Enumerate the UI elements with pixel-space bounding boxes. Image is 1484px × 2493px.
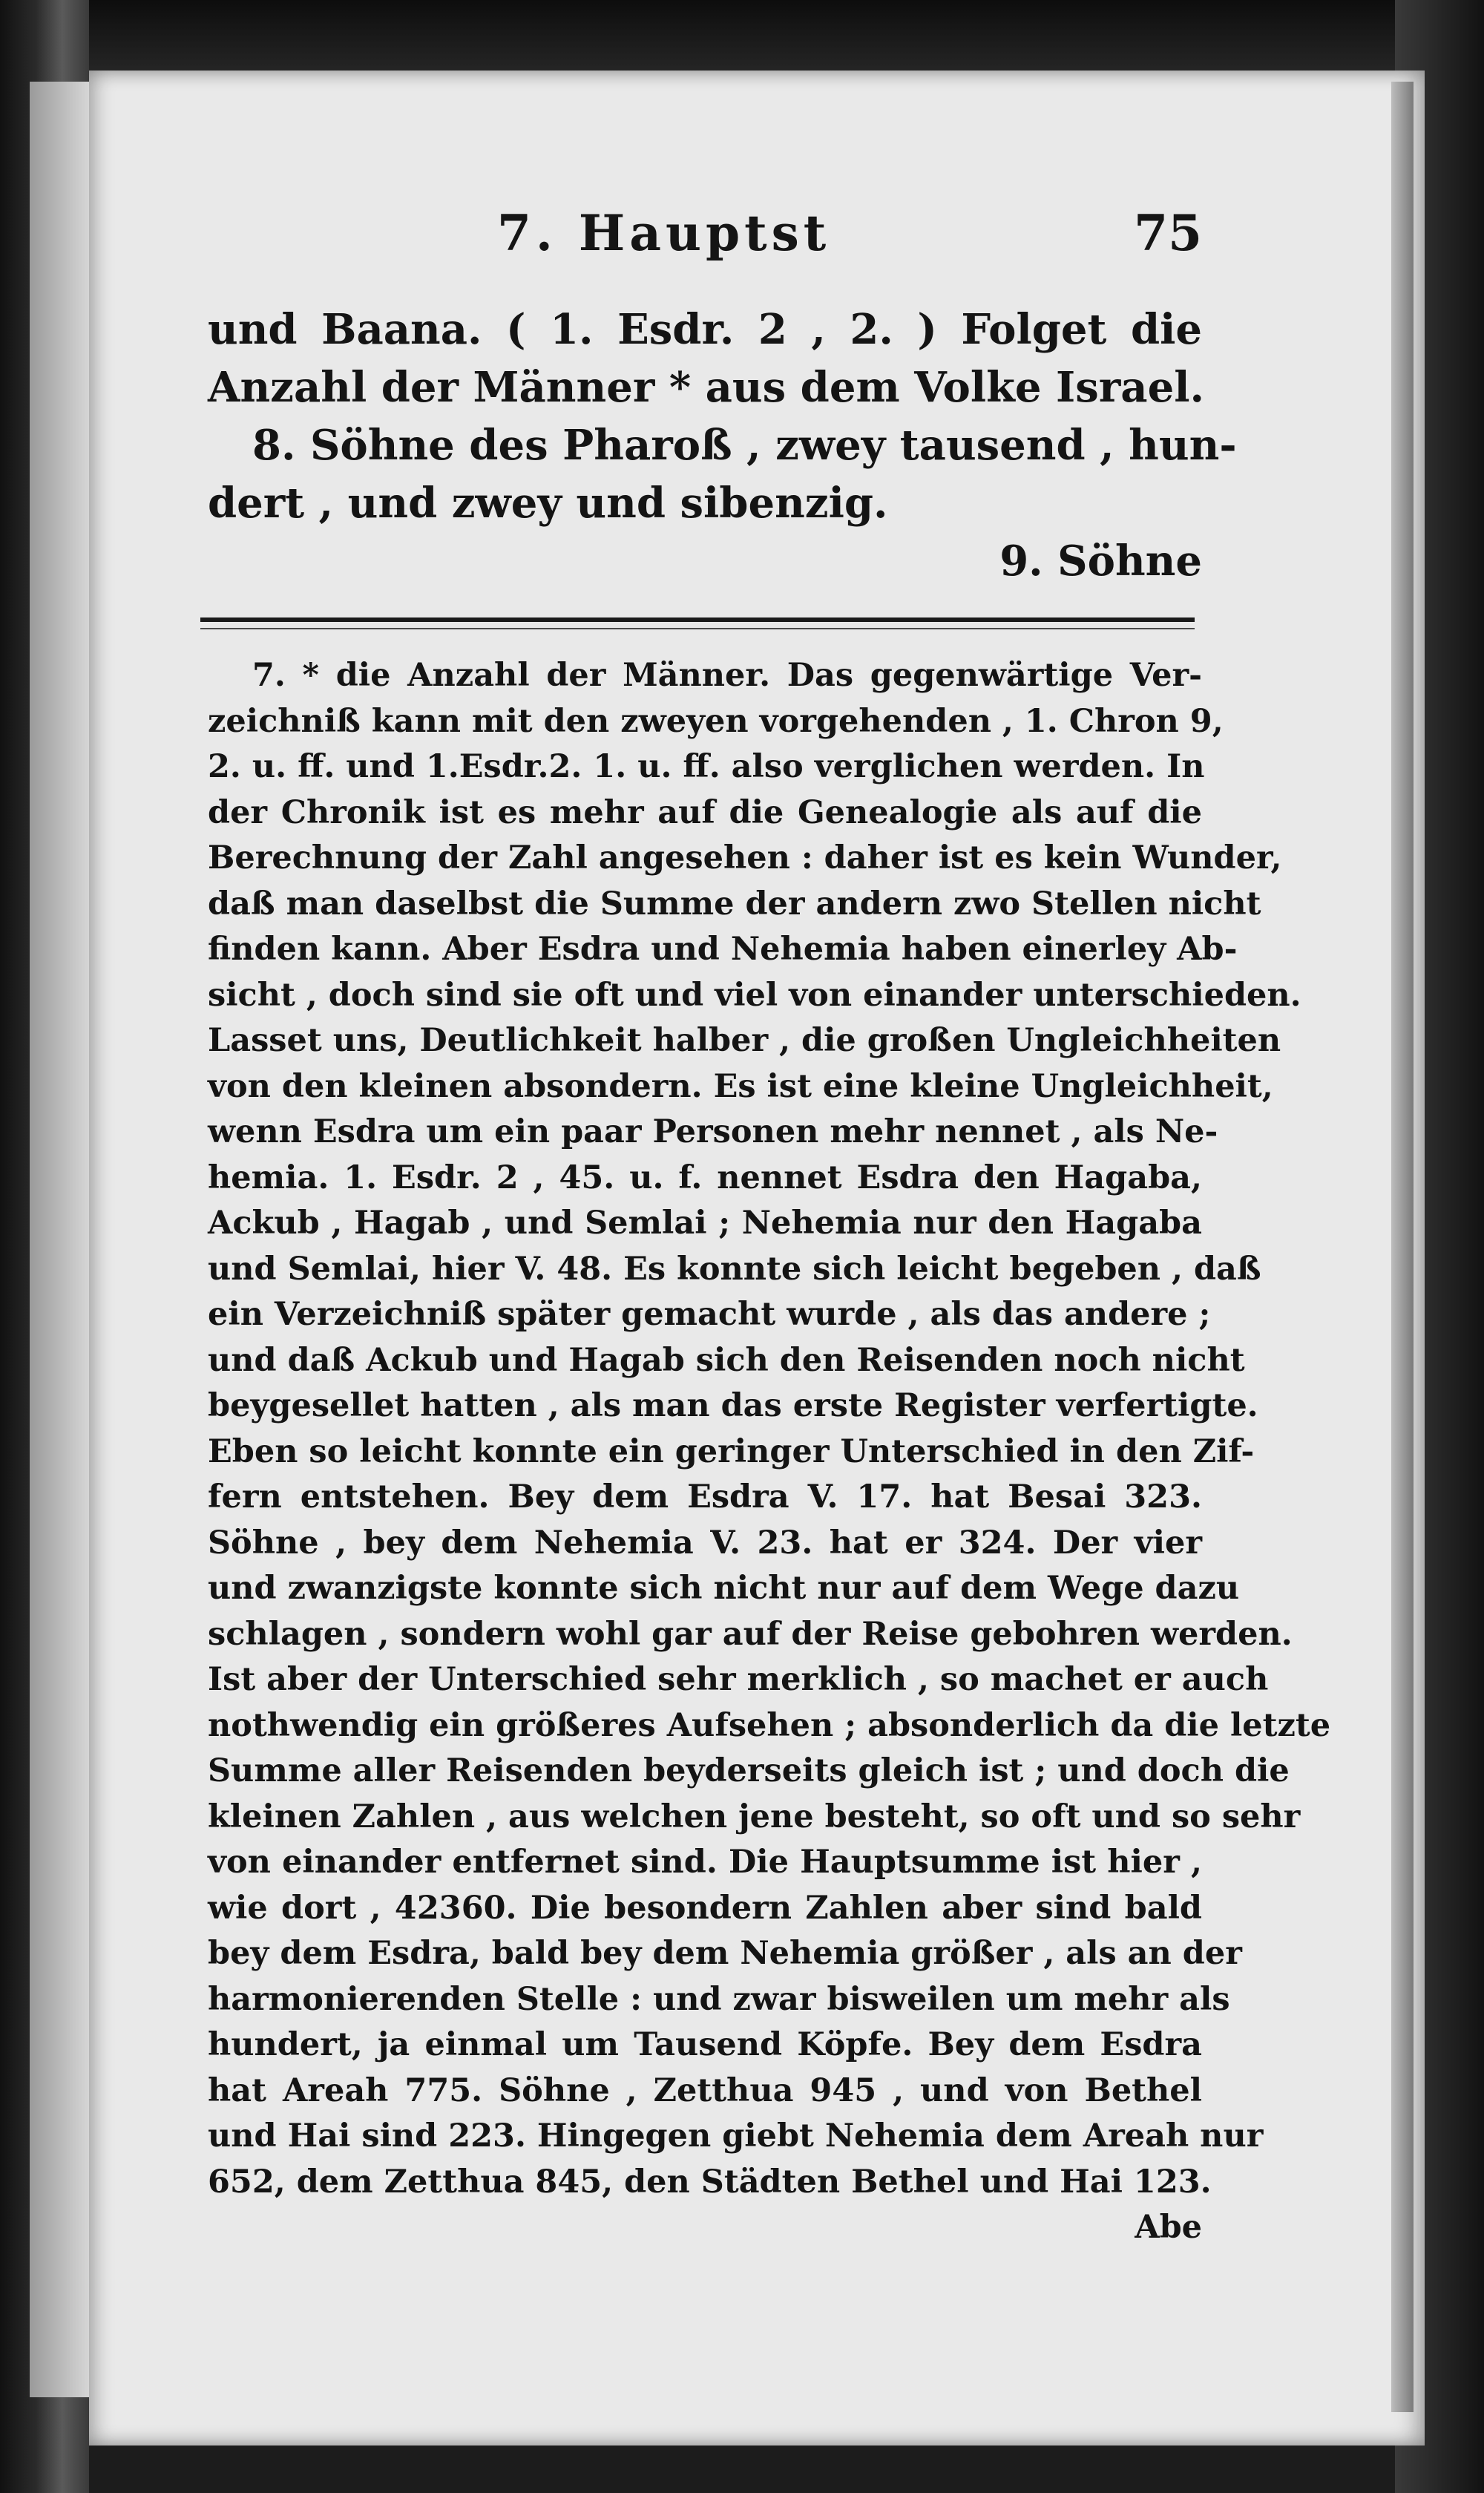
footnote-line: Berechnung der Zahl angesehen : daher ist es kein Wunder, — [208, 839, 1282, 877]
footnote-line: schlagen , sondern wohl gar auf der Reise gebohren werden. — [208, 1615, 1293, 1653]
footnote-line: und zwanzigste konnte sich nicht nur auf dem Wege dazu — [208, 1570, 1240, 1607]
main-text-block — [208, 301, 1237, 590]
footnote-line: harmonierenden Stelle : und zwar bisweilen um mehr als — [208, 1980, 1230, 2018]
footnote-line: und Hai sind 223. Hingegen giebt Nehemia dem Areah nur — [208, 2117, 1264, 2155]
footnote-line: und daß Ackub und Hagab sich den Reisenden noch nicht — [208, 1341, 1245, 1379]
footnote-line: bey dem Esdra, bald bey dem Nehemia größer , als an der — [208, 1935, 1242, 1972]
footnote-line: zeichniß kann mit den zweyen vorgehenden , 1. Chron 9, — [208, 702, 1224, 740]
footnote-line: daß man daselbst die Summe der andern zwo Stellen nicht — [208, 885, 1261, 923]
footnote-line: beygesellet hatten , als man das erste Register verfertigte. — [208, 1387, 1258, 1424]
text-line: Anzahl der Männer * aus dem Volke Israel. — [208, 363, 1204, 412]
footnote-line: und Semlai, hier V. 48. Es konnte sich leicht begeben , daß — [208, 1250, 1261, 1288]
footnote-line: 2. u. ff. und 1.Esdr.2. 1. u. ff. also verglichen werden. In — [208, 748, 1205, 785]
footnote-line: wenn Esdra um ein paar Personen mehr nennet , als Ne- — [208, 1113, 1218, 1150]
text-line: 9. Söhne — [999, 537, 1202, 586]
footnote-line: wie dort , 42360. Die besondern Zahlen aber sind bald — [208, 1889, 1202, 1927]
page-stack-edge — [1391, 82, 1414, 2412]
footnote-line: nothwendig ein größeres Aufsehen ; absonderlich da die letzte — [208, 1706, 1331, 1744]
footnote-line: 652, dem Zetthua 845, den Städten Bethel und Hai 123. — [208, 2163, 1212, 2201]
footnote-line: Söhne , bey dem Nehemia V. 23. hat er 324. Der vier — [208, 1524, 1202, 1562]
footnote-block — [208, 653, 1331, 2251]
footnote-line: sicht , doch sind sie oft und viel von einander unterschieden. — [208, 976, 1301, 1014]
facing-page-edge — [30, 82, 89, 2397]
running-header — [208, 204, 1202, 271]
footnote-line: fern entstehen. Bey dem Esdra V. 17. hat Besai 323. — [208, 1478, 1202, 1516]
footnote-line: Summe aller Reisenden beyderseits gleich ist ; und doch die — [208, 1752, 1290, 1789]
footnote-divider — [200, 617, 1195, 629]
running-title: 7. Hauptst — [497, 204, 831, 262]
catchword: Abe — [1135, 2209, 1202, 2246]
footnote-line: hemia. 1. Esdr. 2 , 45. u. f. nennet Esdra den Hagaba, — [208, 1159, 1202, 1196]
footnote-line: Lasset uns, Deutlichkeit halber , die großen Ungleichheiten — [208, 1022, 1281, 1059]
footnote-line: der Chronik ist es mehr auf die Genealogie als auf die — [208, 793, 1202, 831]
footnote-line: kleinen Zahlen , aus welchen jene besteht, so oft und so sehr — [208, 1798, 1301, 1835]
footnote-line: von den kleinen absondern. Es ist eine kleine Ungleichheit, — [208, 1067, 1273, 1105]
footnote-line: 7. * die Anzahl der Männer. Das gegenwärtige Ver- — [252, 657, 1202, 694]
footnote-line: Ackub , Hagab , und Semlai ; Nehemia nur den Hagaba — [208, 1205, 1202, 1242]
text-line: 8. Söhne des Pharoß , zwey tausend , hun- — [252, 421, 1237, 470]
footnote-line: von einander entfernet sind. Die Hauptsumme ist hier , — [208, 1844, 1202, 1881]
footnote-line: ein Verzeichniß später gemacht wurde , als das andere ; — [208, 1296, 1211, 1333]
footnote-line: Ist aber der Unterschied sehr merklich , so machet er auch — [208, 1661, 1269, 1698]
footnote-line: hat Areah 775. Söhne , Zetthua 945 , und von Bethel — [208, 2071, 1202, 2109]
footnote-line: Eben so leicht konnte ein geringer Unterschied in den Zif- — [208, 1432, 1255, 1470]
page-number: 75 — [1134, 204, 1202, 262]
footnote-line: hundert, ja einmal um Tausend Köpfe. Bey dem Esdra — [208, 2026, 1202, 2063]
text-line: und Baana. ( 1. Esdr. 2 , 2. ) Folget die — [208, 305, 1202, 354]
footnote-line: finden kann. Aber Esdra und Nehemia haben einerley Ab- — [208, 931, 1238, 968]
text-line: dert , und zwey und sibenzig. — [208, 479, 888, 528]
